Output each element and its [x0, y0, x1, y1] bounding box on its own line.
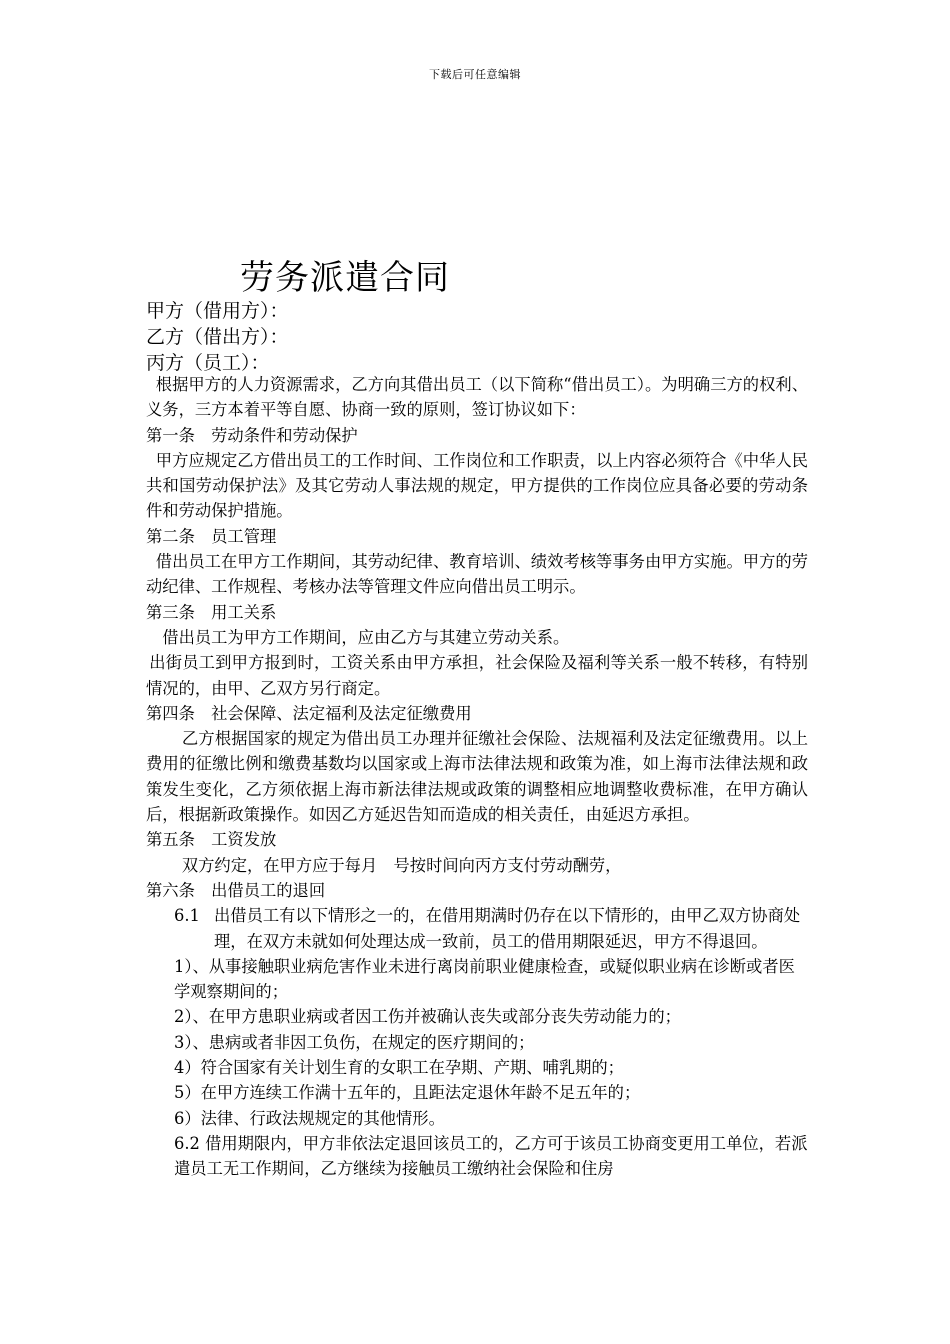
- intro-paragraph: 根据甲方的人力资源需求，乙方向其借出员工（以下简称“借出员工）。为明确三方的权利、义务，三方本着平等自愿、协商一致的原则，签订协议如下：: [146, 375, 808, 420]
- article-6-heading: 第六条 出借员工的退回: [146, 880, 326, 900]
- article-4-text: 乙方根据国家的规定为借出员工办理并征缴社会保险、法规福利及法定征缴费用。以上费用的征缴比例和缴费基数均以国家或上海市法律法规和政策为准，如上海市法律法规和政策发生变化，乙方须依据上海市新法律法规或政策的调整相应地调整收费标准，在甲方确认后，根据新政策操作。如因乙方延迟告知而造成的相关责任，由延迟方承担。: [146, 729, 808, 825]
- party-a-line: 甲方（借用方）：: [146, 300, 289, 322]
- article-5-heading: 第五条 工资发放: [146, 830, 277, 850]
- list-item: 3）、患病或者非因工负伤，在规定的医疗期间的；: [174, 1032, 535, 1052]
- list-item: 2）、在甲方患职业病或者因工伤并被确认丧失或部分丧失劳动能力的；: [174, 1007, 681, 1027]
- party-c-line: 丙方（员工）：: [146, 352, 270, 374]
- article-1-heading: 第一条 劳动条件和劳动保护: [146, 425, 358, 445]
- article-4-heading: 第四条 社会保障、法定福利及法定征缴费用: [146, 703, 472, 723]
- list-item: 5）在甲方连续工作满十五年的，且距法定退休年龄不足五年的；: [174, 1083, 641, 1103]
- header-note: 下载后可任意编辑: [429, 68, 521, 81]
- list-item: 4）符合国家有关计划生育的女职工在孕期、产期、哺乳期的；: [174, 1058, 624, 1078]
- article-3-text-2: 出街员工到甲方报到时，工资关系由甲方承担，社会保险及福利等关系一般不转移，有特别情况的，由甲、乙双方另行商定。: [146, 653, 808, 698]
- clause-6-1: [146, 903, 808, 954]
- clause-6-2: 6.2 借用期限内，甲方非依法定退回该员工的，乙方可于该员工协商变更用工单位，若派遣员工无工作期间，乙方继续为接触员工缴纳社会保险和住房: [174, 1133, 808, 1179]
- party-b-line: 乙方（借出方）：: [146, 326, 289, 348]
- article-5-text: 双方约定，在甲方应于每月 号按时间向丙方支付劳动酬劳，: [181, 855, 622, 875]
- contract-title: 劳务派遣合同: [240, 258, 450, 298]
- clause-6-1-number: 6.1: [174, 906, 200, 926]
- clause-6-1-text: 出借员工有以下情形之一的，在借用期满时仍存在以下情形的，由甲乙双方协商处理，在双方未就如何处理达成一致前，员工的借用期限延迟，甲方不得退回。: [214, 906, 801, 951]
- article-2-text: 借出员工在甲方工作期间，其劳动纪律、教育培训、绩效考核等事务由甲方实施。甲方的劳动纪律、工作规程、考核办法等管理文件应向借出员工明示。: [146, 552, 808, 597]
- article-2-heading: 第二条 员工管理: [146, 526, 277, 546]
- list-item: 1）、从事接触职业病危害作业未进行离岗前职业健康检查，或疑似职业病在诊断或者医学观察期间的；: [174, 956, 795, 1002]
- article-3-heading: 第三条 用工关系: [146, 602, 277, 622]
- article-1-text: 甲方应规定乙方借出员工的工作时间、工作岗位和工作职责，以上内容必须符合《中华人民共和国劳动保护法》及其它劳动人事法规的规定，甲方提供的工作岗位应具备必要的劳动条件和劳动保护措施。: [146, 450, 808, 521]
- list-item: 6）法律、行政法规规定的其他情形。: [174, 1108, 445, 1128]
- contract-body: [146, 372, 808, 1182]
- article-3-text-1: 借出员工为甲方工作期间，应由乙方与其建立劳动关系。: [162, 627, 570, 647]
